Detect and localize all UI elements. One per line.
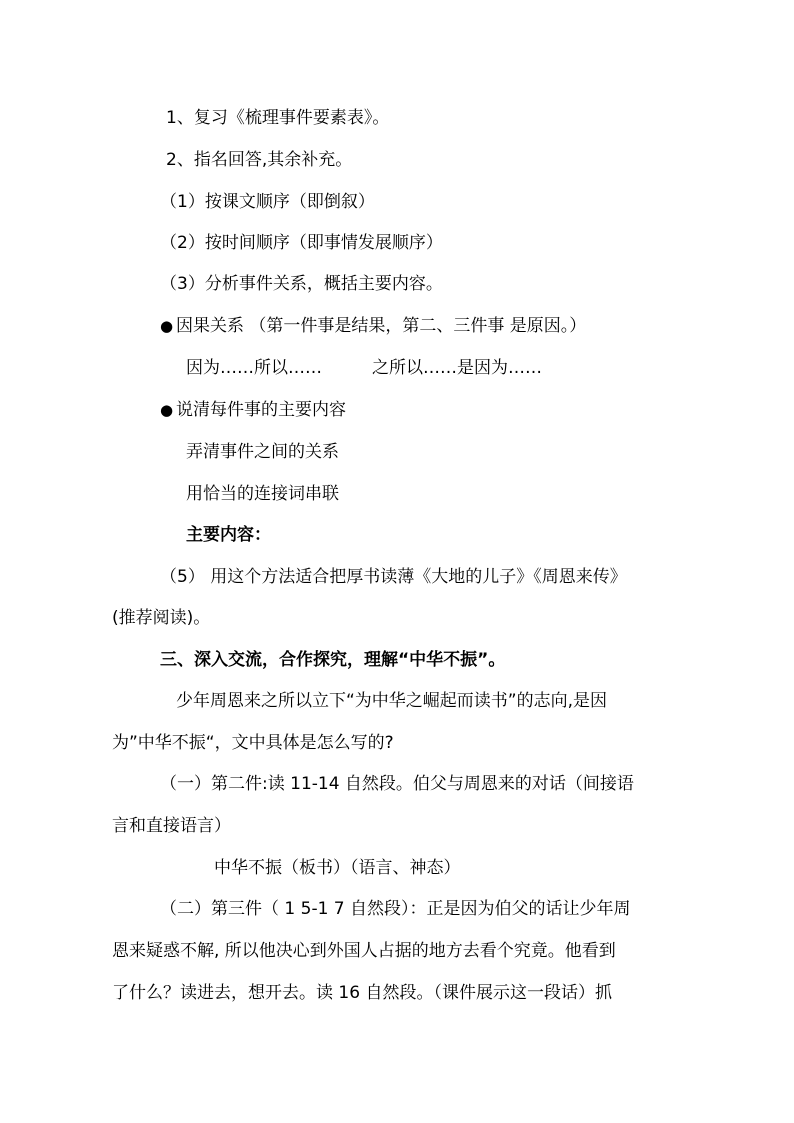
line-third-event-cont-2: 了什么？读进去，想开去。读 16 自然段。（课件展示这一段话）抓 — [112, 983, 612, 1003]
line-connector-2: 之所以……是因为…… — [372, 358, 542, 378]
line-para-2: 为”中华不振“，文中具体是怎么写的? — [112, 733, 394, 753]
section-heading-3: 三、深入交流，合作探究，理解“中华不振”。 — [160, 650, 506, 670]
causal-text: 因果关系 （第一件事是结果，第二、三件事 是原因。） — [176, 316, 587, 336]
line-second-event-cont: 言和直接语言） — [112, 816, 231, 836]
line-connector-1: 因为……所以…… — [186, 358, 322, 378]
line-third-event: （二）第三件（ 1 5-1 7 自然段）：正是因为伯父的话让少年周 — [160, 899, 631, 919]
line-para-1: 少年周恩来之所以立下“为中华之崛起而读书”的志向,是因 — [176, 691, 608, 711]
line-order-time: （2）按时间顺序（即事情发展顺序） — [160, 233, 443, 253]
line-analyze: （3）分析事件关系，概括主要内容。 — [160, 274, 443, 294]
line-conjunctions: 用恰当的连接词串联 — [186, 484, 339, 504]
line-second-event: （一）第二件:读 11-14 自然段。伯父与周恩来的对话（间接语 — [160, 774, 634, 794]
main-content-text: 说清每件事的主要内容 — [176, 400, 346, 420]
line-third-event-cont-1: 恩来疑惑不解, 所以他决心到外国人占据的地方去看个究竟。他看到 — [112, 941, 616, 961]
line-causal — [160, 314, 586, 338]
bullet-icon: ● — [160, 401, 174, 419]
line-main-content — [160, 398, 346, 422]
line-board-note: 中华不振（板书）（语言、神态） — [214, 858, 461, 878]
line-recommend: (推荐阅读)。 — [112, 608, 211, 628]
line-method: （5） 用这个方法适合把厚书读薄《大地的儿子》《周恩来传》 — [160, 567, 627, 587]
line-relationship: 弄清事件之间的关系 — [186, 442, 339, 462]
bullet-icon: ● — [160, 317, 174, 335]
line-answer: 2、指名回答,其余补充。 — [166, 150, 353, 170]
line-review-table: 1、复习《梳理事件要素表》。 — [166, 108, 390, 128]
line-order-text: （1）按课文顺序（即倒叙） — [160, 192, 375, 212]
line-main-content-heading: 主要内容： — [186, 525, 271, 545]
